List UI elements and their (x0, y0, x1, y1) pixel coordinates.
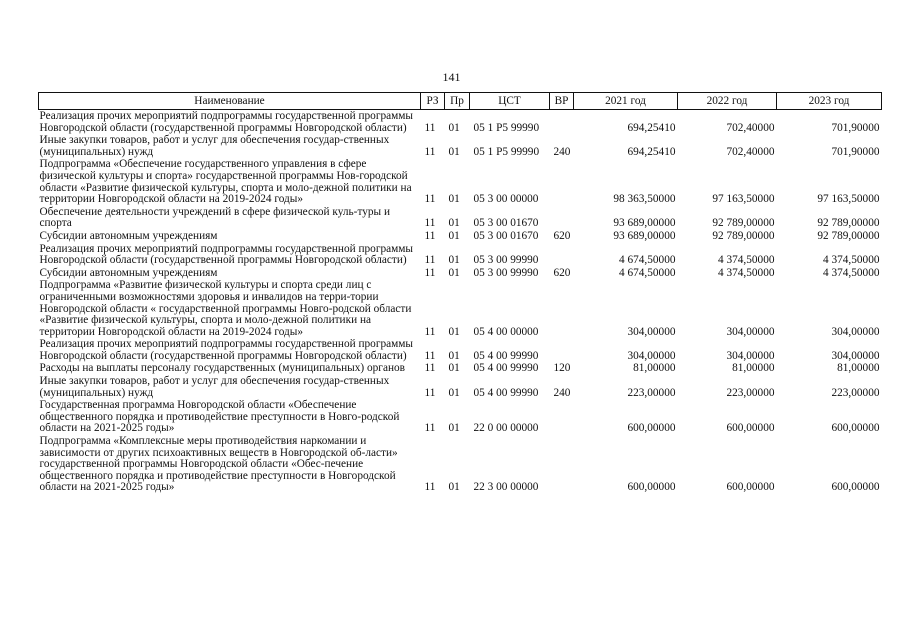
row-2023: 4 374,50000 (823, 266, 880, 279)
row-rz: 11 (424, 121, 436, 134)
table-row (39, 399, 882, 435)
row-2023: 701,90000 (831, 145, 880, 158)
header-pr: Пр (445, 93, 470, 110)
row-2021: 600,00000 (627, 422, 676, 435)
row-2022: 223,00000 (726, 386, 775, 399)
row-2022: 92 789,00000 (712, 229, 775, 242)
row-pr: 01 (448, 362, 460, 375)
row-vr: 620 (553, 229, 571, 242)
table-row (39, 206, 882, 230)
row-name: Субсидии автономным учреждениям (39, 229, 218, 242)
row-cst: 05 3 00 99990 (473, 266, 539, 279)
row-name: Расходы на выплаты персоналу государственных (муниципальных) органов (39, 362, 405, 375)
row-vr (550, 435, 574, 494)
header-cst: ЦСТ (470, 93, 550, 110)
row-2022: 600,00000 (726, 481, 775, 494)
row-cst: 22 0 00 00000 (473, 422, 539, 435)
row-2023: 92 789,00000 (817, 217, 880, 230)
row-name: Реализация прочих мероприятий подпрограммы государственной программы Новгородской области (государственной программы Новгородской области) (39, 110, 413, 134)
row-name: Подпрограмма «Обеспечение государственного управления в сфере физической культуры и спорта» государственной программы Нов-городской области «Развитие физической культуры, спорта и моло-дежной политики на территории Новгородской области на 2019-2024 годы» (39, 158, 412, 206)
table-row (39, 375, 882, 399)
row-cst: 22 3 00 00000 (473, 481, 539, 494)
row-2022: 304,00000 (726, 349, 775, 362)
row-2021: 304,00000 (627, 349, 676, 362)
row-rz: 11 (424, 193, 436, 206)
header-2021: 2021 год (574, 93, 678, 110)
row-rz: 11 (424, 481, 436, 494)
table-row (39, 435, 882, 494)
table-row (39, 230, 882, 243)
row-pr: 01 (448, 254, 460, 267)
header-rz: РЗ (421, 93, 445, 110)
row-pr: 01 (448, 193, 460, 206)
row-vr: 240 (553, 386, 571, 399)
row-2021: 694,25410 (627, 145, 676, 158)
row-vr: 120 (553, 362, 571, 375)
row-rz: 11 (424, 422, 436, 435)
table-row (39, 267, 882, 280)
table-row (39, 279, 882, 338)
row-cst: 05 4 00 99990 (473, 362, 539, 375)
row-2022: 97 163,50000 (712, 193, 775, 206)
row-2021: 4 674,50000 (619, 254, 676, 267)
table-row (39, 158, 882, 205)
row-vr (550, 206, 574, 230)
row-vr (550, 158, 574, 205)
row-2022: 702,40000 (726, 145, 775, 158)
row-pr: 01 (448, 325, 460, 338)
row-name: Иные закупки товаров, работ и услуг для обеспечения государ-ственных (муниципальных) нужд (39, 375, 390, 399)
row-cst: 05 1 P5 99990 (473, 121, 540, 134)
row-pr: 01 (448, 145, 460, 158)
row-rz: 11 (424, 362, 436, 375)
row-2022: 4 374,50000 (718, 266, 775, 279)
table-body (39, 110, 882, 495)
row-2022: 92 789,00000 (712, 217, 775, 230)
row-cst: 05 4 00 99990 (473, 349, 539, 362)
row-2023: 4 374,50000 (823, 254, 880, 267)
row-name: Государственная программа Новгородской области «Обеспечение общественного порядка и противодействие преступности в Новго-родской области на 2021-2025 годы» (39, 399, 400, 435)
row-pr: 01 (448, 422, 460, 435)
row-2023: 600,00000 (831, 481, 880, 494)
row-pr: 01 (448, 229, 460, 242)
row-rz: 11 (424, 386, 436, 399)
row-2022: 81,00000 (732, 362, 775, 375)
row-vr (550, 243, 574, 267)
row-cst: 05 3 00 99990 (473, 254, 539, 267)
row-2021: 93 689,00000 (613, 229, 676, 242)
header-2023: 2023 год (777, 93, 882, 110)
table-row (39, 338, 882, 362)
row-2021: 98 363,50000 (613, 193, 676, 206)
row-2022: 4 374,50000 (718, 254, 775, 267)
row-name: Субсидии автономным учреждениям (39, 266, 218, 279)
row-2023: 81,00000 (837, 362, 880, 375)
row-name: Реализация прочих мероприятий подпрограммы государственной программы Новгородской области (государственной программы Новгородской области) (39, 338, 413, 362)
row-pr: 01 (448, 121, 460, 134)
table-row (39, 243, 882, 267)
row-vr (550, 110, 574, 135)
row-vr (550, 279, 574, 338)
row-2021: 4 674,50000 (619, 266, 676, 279)
row-cst: 05 3 00 01670 (473, 229, 539, 242)
page-number: 141 (442, 70, 461, 84)
row-vr: 240 (553, 145, 571, 158)
row-rz: 11 (424, 349, 436, 362)
row-2022: 600,00000 (726, 422, 775, 435)
row-rz: 11 (424, 229, 436, 242)
row-name: Подпрограмма «Комплексные меры противодействия наркомании и зависимости от других психоактивных веществ в Новгородской об-ласти» государственной программы Новгородской области «Обес-печение общественного порядка и противодействие преступности в Новгородской области на 2021-2025 годы» (39, 435, 398, 494)
row-2023: 304,00000 (831, 349, 880, 362)
header-2022: 2022 год (678, 93, 777, 110)
row-rz: 11 (424, 217, 436, 230)
row-cst: 05 3 00 00000 (473, 193, 539, 206)
row-vr (550, 338, 574, 362)
row-name: Подпрограмма «Развитие физической культуры и спорта среди лиц с ограниченными возможностями здоровья и инвалидов на терри-тории Новгородской области « государственной программы Новго-родской области «Развитие физической культуры, спорта и моло-дежной политики на территории Новгородской области на 2019-2024 годы» (39, 279, 412, 338)
row-2021: 93 689,00000 (613, 217, 676, 230)
row-2021: 600,00000 (627, 481, 676, 494)
row-cst: 05 3 00 01670 (473, 217, 539, 230)
row-vr (550, 399, 574, 435)
table-row (39, 134, 882, 158)
row-cst: 05 4 00 99990 (473, 386, 539, 399)
row-pr: 01 (448, 217, 460, 230)
row-name: Реализация прочих мероприятий подпрограммы государственной программы Новгородской области (государственной программы Новгородской области) (39, 242, 413, 267)
budget-table (38, 92, 882, 494)
row-2023: 97 163,50000 (817, 193, 880, 206)
row-2023: 304,00000 (831, 325, 880, 338)
row-pr: 01 (448, 349, 460, 362)
row-name: Иные закупки товаров, работ и услуг для обеспечения государ-ственных (муниципальных) нужд (39, 134, 390, 158)
row-rz: 11 (424, 266, 436, 279)
row-rz: 11 (424, 145, 436, 158)
row-pr: 01 (448, 481, 460, 494)
row-2023: 92 789,00000 (817, 229, 880, 242)
row-rz: 11 (424, 325, 436, 338)
row-pr: 01 (448, 386, 460, 399)
row-2021: 223,00000 (627, 386, 676, 399)
table-row (39, 362, 882, 375)
row-2021: 81,00000 (633, 362, 676, 375)
row-vr: 620 (553, 266, 571, 279)
row-2023: 701,90000 (831, 121, 880, 134)
row-name: Обеспечение деятельности учреждений в сфере физической куль-туры и спорта (39, 205, 390, 230)
row-2021: 304,00000 (627, 325, 676, 338)
row-2023: 223,00000 (831, 386, 880, 399)
row-2022: 304,00000 (726, 325, 775, 338)
row-cst: 05 4 00 00000 (473, 325, 539, 338)
row-2022: 702,40000 (726, 121, 775, 134)
row-2023: 600,00000 (831, 422, 880, 435)
header-name: Наименование (39, 93, 421, 110)
header-vr: ВР (550, 93, 574, 110)
table-header (39, 93, 882, 110)
table-row (39, 110, 882, 135)
row-pr: 01 (448, 266, 460, 279)
row-cst: 05 1 P5 99990 (473, 145, 540, 158)
row-2021: 694,25410 (627, 121, 676, 134)
row-rz: 11 (424, 254, 436, 267)
